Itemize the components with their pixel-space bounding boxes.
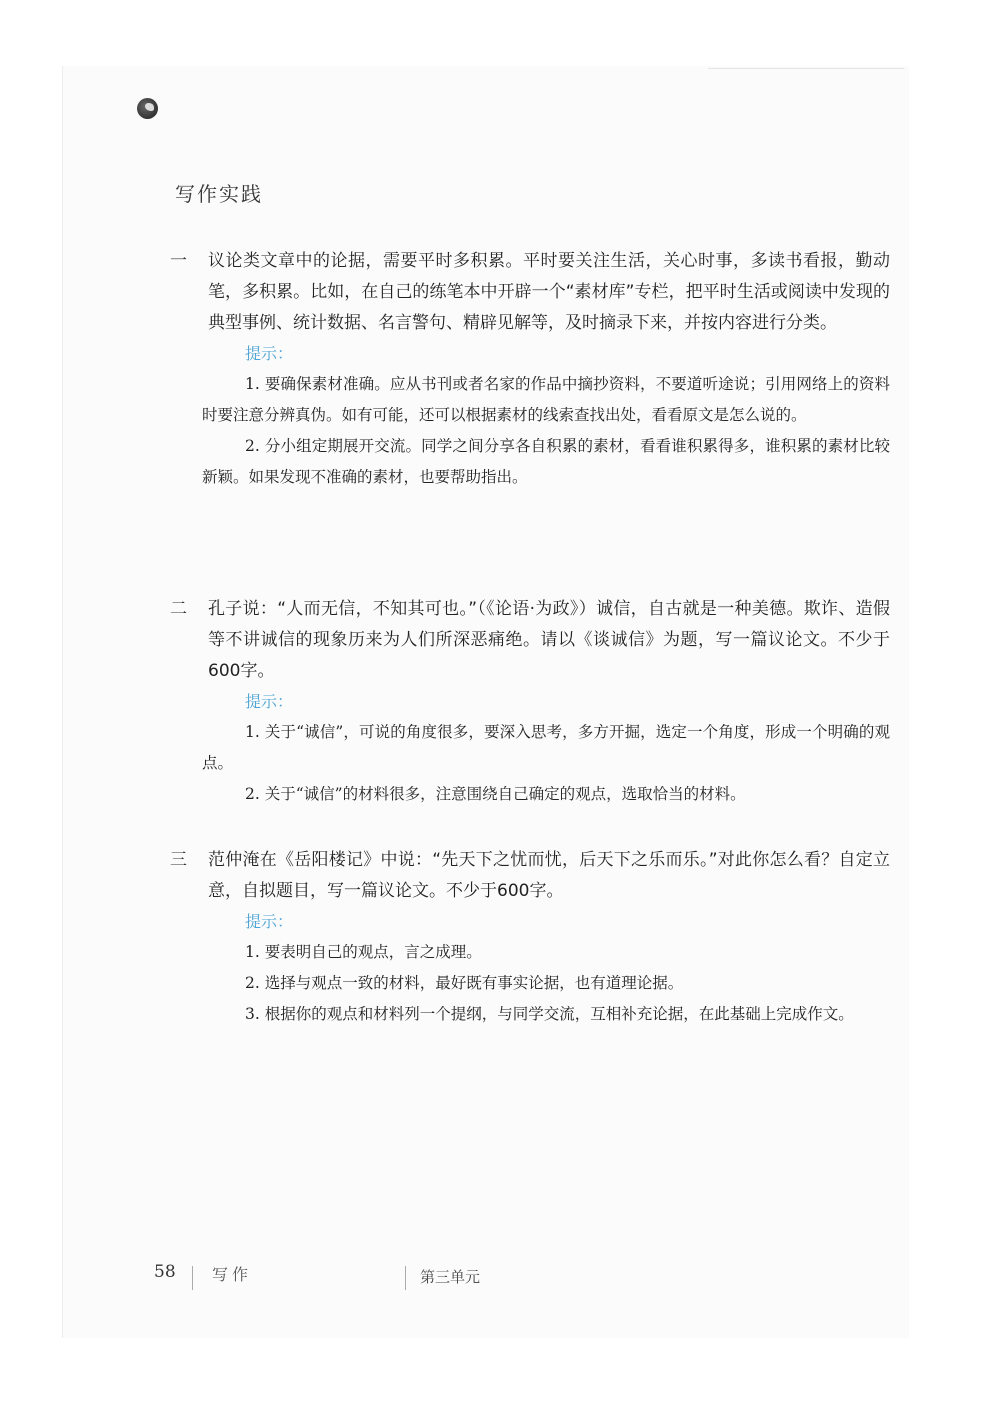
page-number: 58 [154,1262,176,1282]
page-title: 写作实践 [175,182,263,206]
hint-item: 1. 要确保素材准确。应从书刊或者名家的作品中摘抄资料，不要道听途说；引用网络上的资料时要注意分辨真伪。如有可能，还可以根据素材的线索查找出处，看看原文是怎么说的。 [202,375,890,424]
footer-unit-name: 第三单元 [420,1268,481,1286]
section-2 [170,594,890,810]
hint-item: 2. 选择与观点一致的材料，最好既有事实论据，也有道理论据。 [245,974,684,992]
section-body: 议论类文章中的论据，需要平时多积累。平时要关注生活，关心时事，多读书看报，勤动笔，多积累。比如，在自己的练笔本中开辟一个“素材库”专栏，把平时生活或阅读中发现的典型事例、统计数据、名言警句、精辟见解等，及时摘录下来，并按内容进行分类。 [208,251,890,333]
hint-item: 2. 分小组定期展开交流。同学之间分享各自积累的素材，看看谁积累得多，谁积累的素材比较新颖。如果发现不准确的素材，也要帮助指出。 [202,437,890,486]
hint-item: 3. 根据你的观点和材料列一个提纲，与同学交流，互相补充论据，在此基础上完成作文。 [245,1005,854,1023]
top-divider [708,68,904,69]
hint-item: 2. 关于“诚信”的材料很多，注意围绕自己确定的观点，选取恰当的材料。 [245,785,746,803]
hint-label: 提示： [245,912,294,931]
section-3 [170,845,890,1030]
section-number: 三 [170,850,187,870]
footer-section-name: 写作 [212,1265,253,1284]
section-number: 一 [170,251,187,271]
footer-divider [405,1266,406,1290]
hint-label: 提示： [245,692,294,711]
footer-divider [192,1266,193,1290]
globe-logo-icon [137,98,158,119]
section-body: 孔子说：“人而无信，不知其可也。”（《论语·为政》）诚信，自古就是一种美德。欺诈、造假等不讲诚信的现象历来为人们所深恶痛绝。请以《谈诚信》为题，写一篇议论文。不少于600字。 [208,599,890,681]
section-number: 二 [170,599,187,619]
hint-label: 提示： [245,344,294,363]
hint-item: 1. 关于“诚信”，可说的角度很多，要深入思考，多方开掘，选定一个角度，形成一个明确的观点。 [202,723,890,772]
section-1 [170,246,890,493]
hint-item: 1. 要表明自己的观点，言之成理。 [245,943,482,961]
section-body: 范仲淹在《岳阳楼记》中说：“先天下之忧而忧，后天下之乐而乐。”对此你怎么看？自定立意，自拟题目，写一篇议论文。不少于600字。 [208,850,890,901]
